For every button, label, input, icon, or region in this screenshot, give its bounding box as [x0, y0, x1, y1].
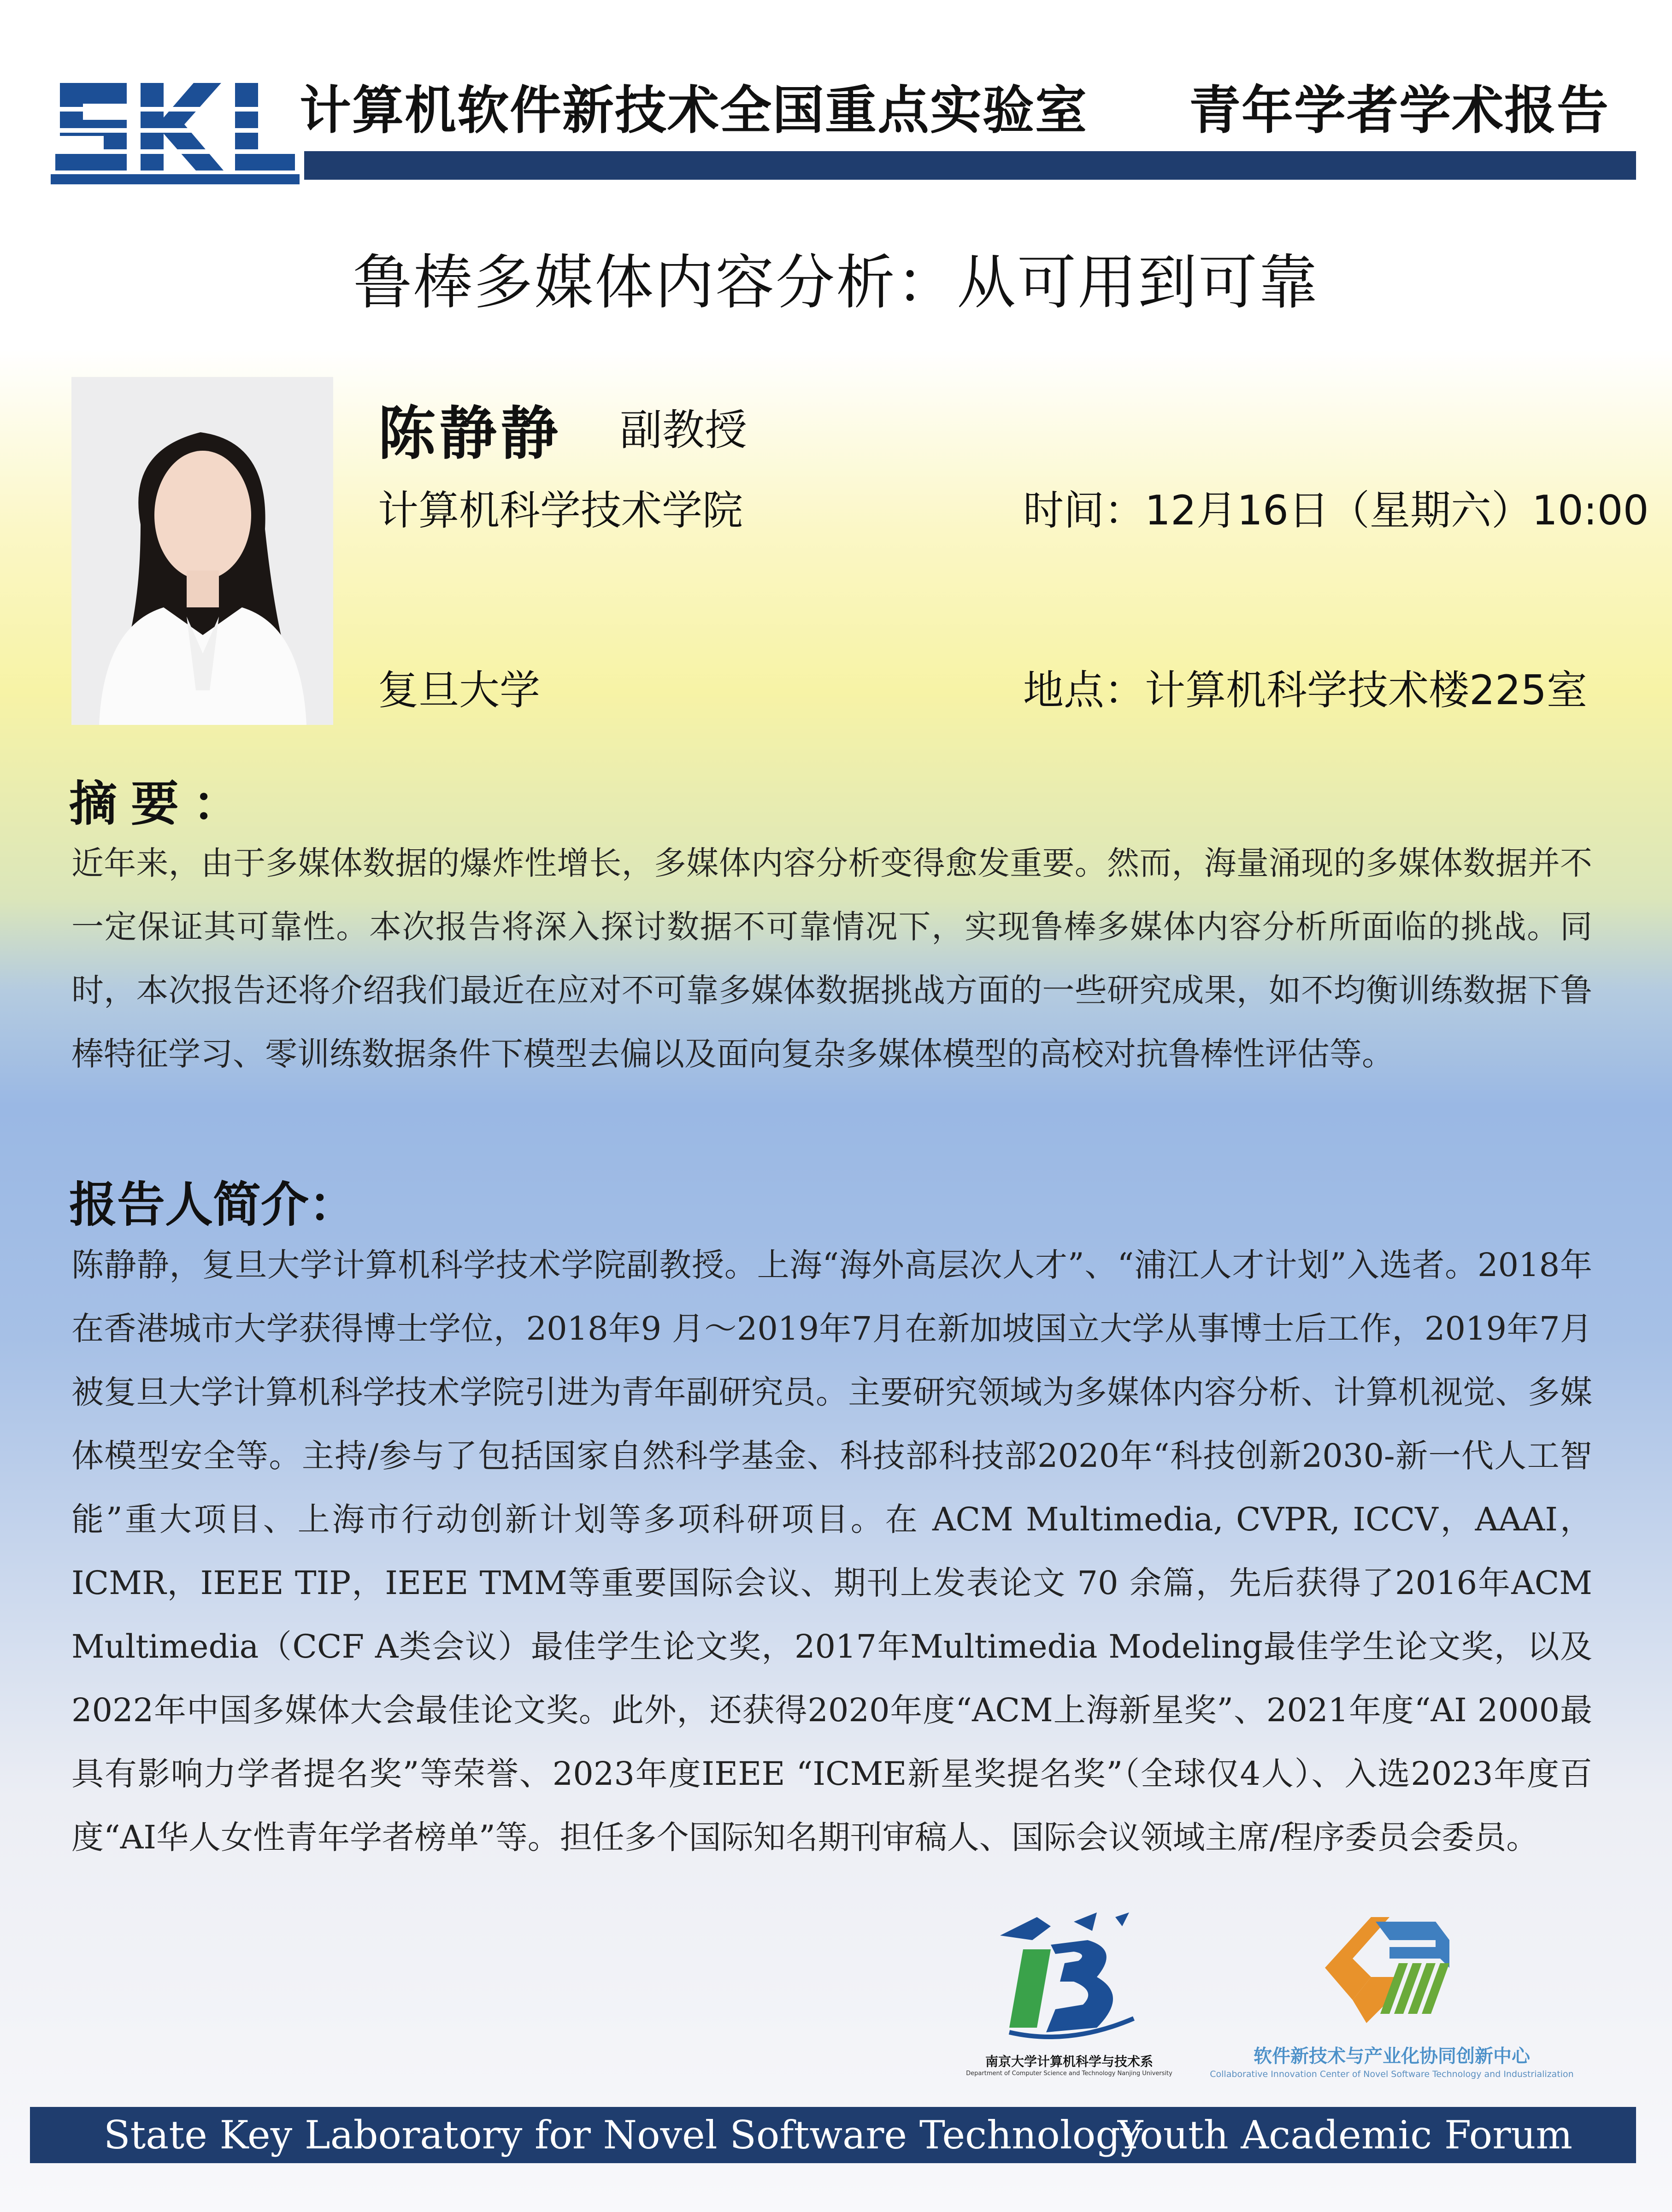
nju-cs-logo — [982, 1908, 1157, 2046]
center-caption: 软件新技术与产业化协同创新中心 — [1254, 2046, 1530, 2067]
header-divider-bar — [304, 151, 1636, 180]
speaker-photo — [71, 377, 333, 725]
nju-caption: 南京大学计算机科学与技术系 — [985, 2054, 1153, 2069]
center-caption-en: Collaborative Innovation Center of Novel Software Technology and Industrialization — [1210, 2069, 1574, 2079]
speaker-school: 计算机科学技术学院 — [378, 487, 743, 534]
innovation-center-logo — [1320, 1908, 1454, 2032]
event-time: 时间：12月16日（星期六）10:00 — [1023, 487, 1649, 534]
skl-logo — [51, 78, 300, 187]
bio-text: 陈静静，复旦大学计算机科学技术学院副教授。上海“海外高层次人才”、“浦江人才计划”入选者。2018年在香港城市大学获得博士学位，2018年9 月～2019年7月在新加坡国立大学从事博士后工作，2019年7月被复旦大学计算机科学技术学院引进为青年副研究员。主要研究领域为多媒体内容分析、计算机视觉、多媒体模型安全等。主持/参与了包括国家自然科学基金、科技部科技部2020年“科技创新2030-新一代人工智能”重大项目、上海市行动创新计划等多项科研项目。在 ACM Multimedia, CVPR, ICCV，AAAI，ICMR，IEEE TIP，IEEE TMM等重要国际会议、期刊上发表论文 70 余篇，先后获得了2016年ACM Multimedia（CCF A类会议）最佳学生论文奖，2017年Multimedia Modeling最佳学生论文奖，以及2022年中国多媒体大会最佳论文奖。此外，还获得2020年度“ACM上海新星奖”、2021年度“AI 2000最具有影响力学者提名奖”等荣誉、2023年度IEEE “ICME新星奖提名奖”（全球仅4人）、入选2023年度百度“AI华人女性青年学者榜单”等。担任多个国际知名期刊审稿人、国际会议领域主席/程序委员会委员。 — [71, 1246, 1592, 1856]
talk-title: 鲁棒多媒体内容分析：从可用到可靠 — [353, 248, 1319, 317]
series-name: 青年学者学术报告 — [1189, 81, 1609, 141]
speaker-rank: 副教授 — [620, 406, 748, 455]
footer-forum-name: Youth Academic Forum — [1118, 2112, 1573, 2158]
abstract-text: 近年来，由于多媒体数据的爆炸性增长，多媒体内容分析变得愈发重要。然而，海量涌现的多媒体数据并不一定保证其可靠性。本次报告将深入探讨数据不可靠情况下，实现鲁棒多媒体内容分析所面临的挑战。同时，本次报告还将介绍我们最近在应对不可靠多媒体数据挑战方面的一些研究成果，如不均衡训练数据下鲁棒特征学习、零训练数据条件下模型去偏以及面向复杂多媒体模型的高校对抗鲁棒性评估等。 — [71, 844, 1592, 1073]
lab-name: 计算机软件新技术全国重点实验室 — [300, 81, 1088, 141]
speaker-name: 陈静静 — [378, 400, 562, 467]
nju-caption-en: Department of Computer Science and Technology Nanjing University — [966, 2070, 1172, 2077]
abstract-heading: 摘要： — [69, 776, 255, 832]
event-place: 地点：计算机科学技术楼225室 — [1023, 666, 1587, 714]
bio-heading: 报告人简介： — [69, 1177, 357, 1233]
footer-lab-name: State Key Laboratory for Novel Software Technology — [104, 2112, 1142, 2158]
speaker-university: 复旦大学 — [378, 666, 541, 714]
